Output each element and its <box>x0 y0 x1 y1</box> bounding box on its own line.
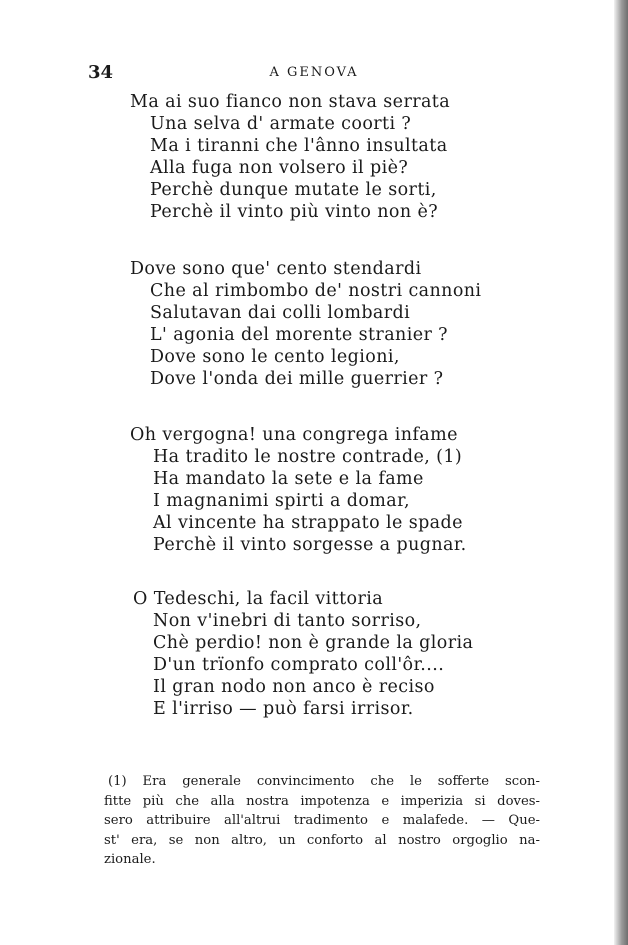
footnote-line: fitte più che alla nostra impotenza e imperizia si doves- <box>104 793 540 809</box>
verse-line: Che al rimbombo de' nostri cannoni <box>150 281 482 301</box>
verse-line: L' agonia del morente stranier ? <box>150 325 448 345</box>
page-edge-shadow <box>614 0 628 945</box>
footnote-line: (1) Era generale convincimento che le sofferte scon- <box>108 774 540 789</box>
verse-line: Ma ai suo fianco non stava serrata <box>130 92 451 112</box>
verse-line: Alla fuga non volsero il piè? <box>150 158 409 178</box>
verse-line: D'un trïonfo comprato coll'ôr.... <box>153 655 445 675</box>
verse-line: E l'irriso — può farsi irrisor. <box>153 699 414 719</box>
footnote-line: sero attribuire all'altrui tradimento e malafede. — Que- <box>104 813 540 828</box>
running-title: A GENOVA <box>269 65 359 80</box>
verse-line: Chè perdio! non è grande la gloria <box>153 633 474 653</box>
verse-line: Perchè il vinto sorgesse a pugnar. <box>153 535 467 555</box>
verse-line: Ha mandato la sete e la fame <box>153 469 424 489</box>
verse-line: Al vincente ha strappato le spade <box>153 513 463 533</box>
verse-line: Perchè dunque mutate le sorti, <box>150 180 437 200</box>
verse-line: Una selva d' armate coorti ? <box>150 114 412 134</box>
page-number: 34 <box>88 62 114 83</box>
verse-line: Salutavan dai colli lombardi <box>150 303 411 323</box>
footnote <box>104 772 540 870</box>
verse-line: Oh vergogna! una congrega infame <box>130 425 458 445</box>
verse-line: I magnanimi spirti a domar, <box>153 491 410 511</box>
verse-line: Ma i tiranni che l'ânno insultata <box>150 136 448 156</box>
verse-line: Dove sono que' cento stendardi <box>130 259 422 279</box>
verse-line: Il gran nodo non anco è reciso <box>153 677 435 697</box>
verse-line: O Tedeschi, la facil vittoria <box>133 589 384 609</box>
verse-line: Dove sono le cento legioni, <box>150 347 400 367</box>
footnote-line: st' era, se non altro, un conforto al nostro orgoglio na- <box>104 832 540 848</box>
verse-line: Ha tradito le nostre contrade, (1) <box>153 447 463 467</box>
verse-line: Non v'inebri di tanto sorriso, <box>153 611 422 631</box>
verse-line: Perchè il vinto più vinto non è? <box>150 202 439 222</box>
footnote-line: zionale. <box>104 852 156 867</box>
verse-line: Dove l'onda dei mille guerrier ? <box>150 369 444 389</box>
